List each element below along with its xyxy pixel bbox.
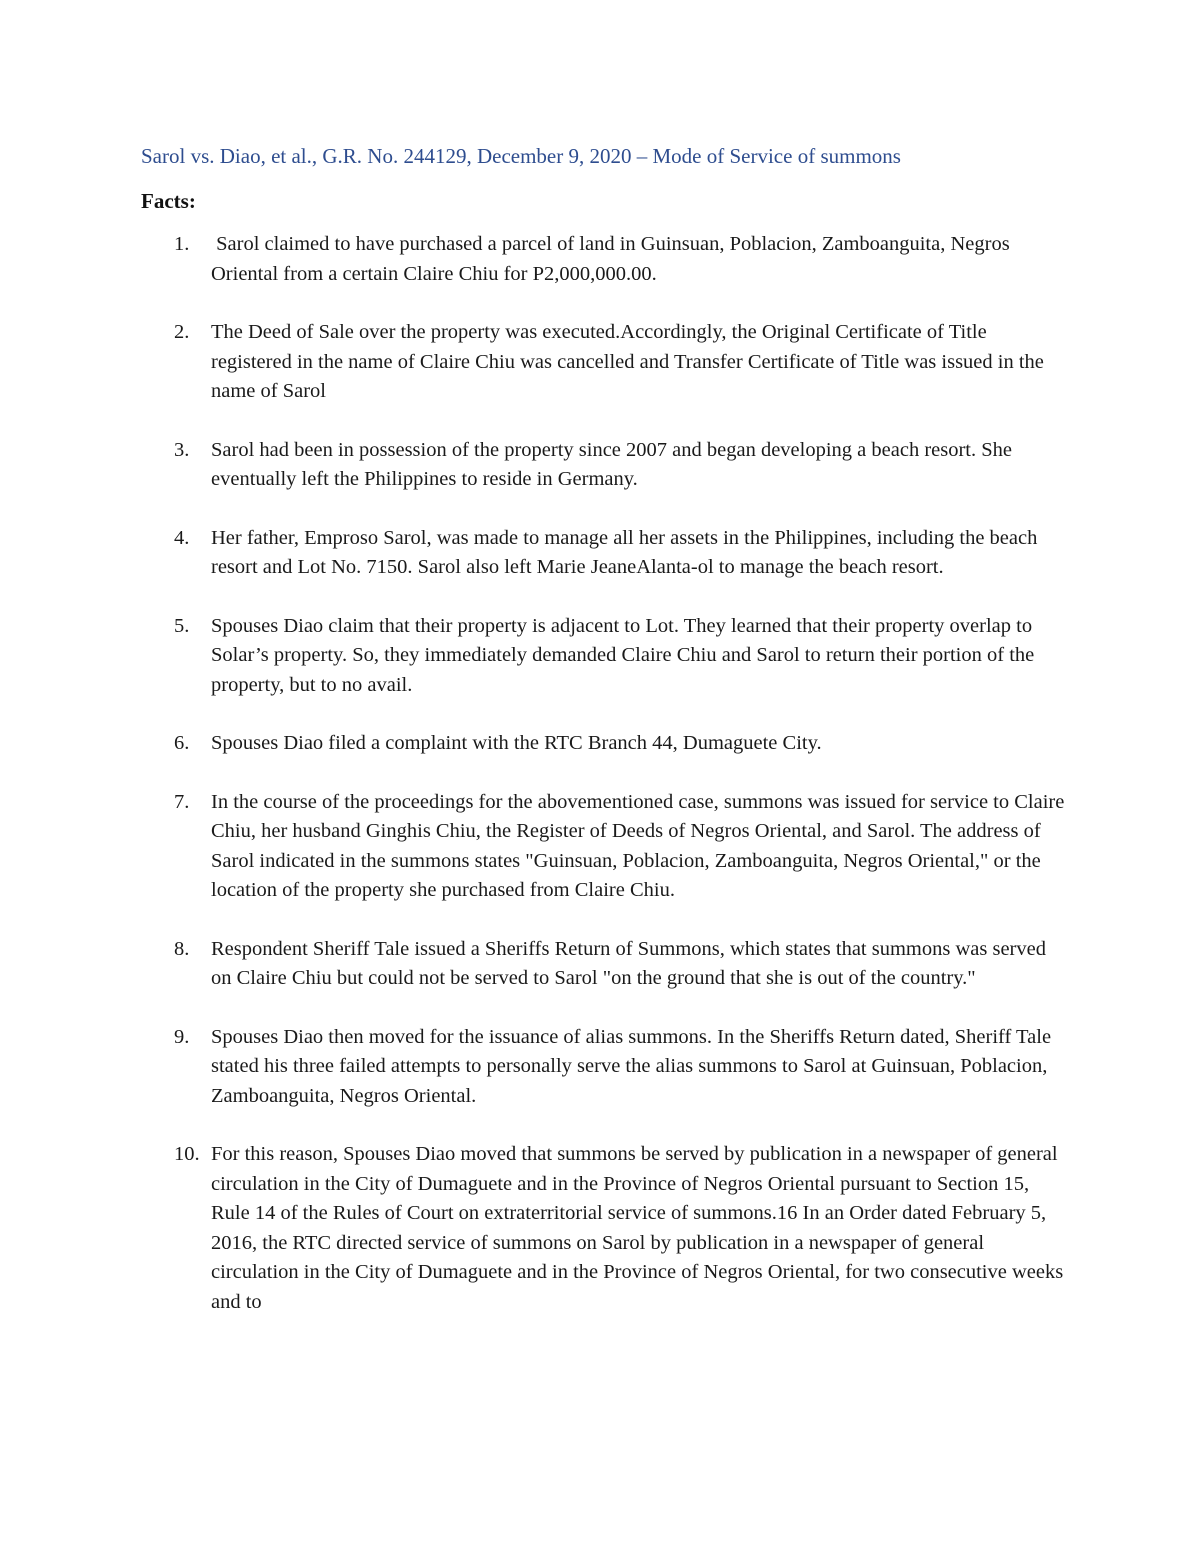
fact-item-9 — [0, 1023, 1200, 1112]
fact-number: 7. — [174, 790, 190, 813]
fact-item-2 — [0, 318, 1200, 407]
fact-number: 9. — [174, 1025, 190, 1048]
fact-number: 10. — [174, 1143, 200, 1165]
fact-item-10 — [0, 1140, 1200, 1317]
fact-text: Respondent Sheriff Tale issued a Sheriffs Return of Summons, which states that summons was served on Claire Chiu but could not be served to Sarol "on the ground that she is out of the country." — [211, 937, 1046, 989]
fact-item-4 — [0, 524, 1200, 583]
fact-text: Sarol claimed to have purchased a parcel of land in Guinsuan, Poblacion, Zamboanguita, Negros Oriental from a certain Claire Chiu for P2,000,000.00. — [211, 233, 1015, 285]
fact-item-7 — [0, 788, 1200, 906]
fact-text: Sarol had been in possession of the property since 2007 and began developing a beach resort. She eventually left the Philippines to reside in Germany. — [211, 438, 1012, 490]
fact-text: Her father, Emproso Sarol, was made to manage all her assets in the Philippines, including the beach resort and Lot No. 7150. Sarol also left Marie JeaneAlanta-ol to manage the beach resort. — [211, 526, 1038, 578]
case-title: Sarol vs. Diao, et al., G.R. No. 244129, December 9, 2020 – Mode of Service of summons — [141, 144, 901, 168]
fact-item-6 — [0, 729, 1200, 759]
section-heading-facts: Facts: — [141, 189, 196, 213]
fact-number: 6. — [174, 732, 190, 754]
fact-text: Spouses Diao filed a complaint with the RTC Branch 44, Dumaguete City. — [211, 732, 822, 754]
fact-text: The Deed of Sale over the property was executed.Accordingly, the Original Certificate of Title registered in the name of Claire Chiu was cancelled and Transfer Certificate of Title was issued in the name of Sarol — [211, 321, 1044, 402]
fact-number: 8. — [174, 937, 190, 960]
fact-item-5 — [0, 612, 1200, 701]
fact-item-1 — [0, 230, 1200, 289]
fact-item-3 — [0, 436, 1200, 495]
fact-number: 1. — [174, 233, 190, 255]
fact-number: 2. — [174, 321, 190, 343]
fact-text: Spouses Diao claim that their property is adjacent to Lot. They learned that their property overlap to Solar’s property. So, they immediately demanded Claire Chiu and Sarol to return their portion of the property, but to no avail. — [211, 614, 1035, 696]
fact-text: For this reason, Spouses Diao moved that summons be served by publication in a newspaper of general circulation in the City of Dumaguete and in the Province of Negros Oriental pursuant to Section 15, Rule 14 of the Rules of Court on extraterritorial service of summons.16 In an Order dated February 5, 2016, the RTC directed service of summons on Sarol by publication in a newspaper of general circulation in the City of Dumaguete and in the Province of Negros Oriental, for two consecutive weeks and to — [211, 1143, 1064, 1313]
fact-item-8 — [0, 935, 1200, 994]
fact-text: In the course of the proceedings for the abovementioned case, summons was issued for service to Claire Chiu, her husband Ginghis Chiu, the Register of Deeds of Negros Oriental, and Sarol. The address of Sarol indicated in the summons states "Guinsuan, Poblacion, Zamboanguita, Negros Oriental," or the location of the property she purchased from Claire Chiu. — [211, 790, 1065, 901]
fact-text: Spouses Diao then moved for the issuance of alias summons. In the Sheriffs Return dated, Sheriff Tale stated his three failed attempts to personally serve the alias summons to Sarol at Guinsuan, Poblacion, Zamboanguita, Negros Oriental. — [211, 1025, 1052, 1107]
fact-number: 5. — [174, 614, 190, 637]
fact-number: 3. — [174, 438, 190, 461]
fact-number: 4. — [174, 526, 190, 549]
facts-list — [0, 230, 1200, 1346]
